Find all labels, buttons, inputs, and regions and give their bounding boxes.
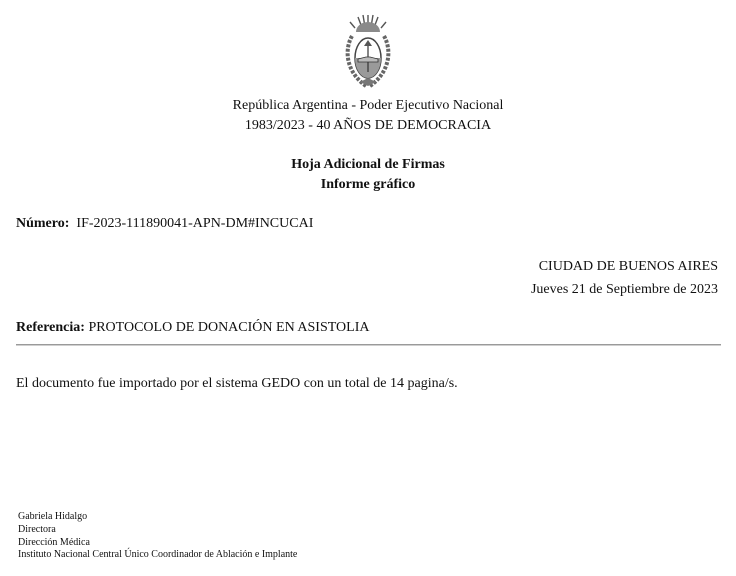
referencia-value: PROTOCOLO DE DONACIÓN EN ASISTOLIA [88,320,370,335]
divider [16,344,721,346]
body-text: El documento fue importado por el sistema GEDO con un total de 14 pagina/s. [16,376,458,391]
header-line-1: República Argentina - Poder Ejecutivo Nacional [232,98,504,113]
numero-value: IF-2023-111890041-APN-DM#INCUCAI [76,216,314,231]
header-line-2: 1983/2023 - 40 AÑOS DE DEMOCRACIA [244,118,492,133]
signer-department: Dirección Médica [18,537,90,548]
location-date: Jueves 21 de Septiembre de 2023 [530,282,718,297]
signer-role: Directora [18,524,56,535]
numero-label: Número: [16,216,70,231]
signer-name: Gabriela Hidalgo [18,511,88,522]
numero-row [16,215,313,233]
location-city: CIUDAD DE BUENOS AIRES [538,259,718,274]
document-subtitle: Informe gráfico [320,177,416,192]
document-title: Hoja Adicional de Firmas [291,157,445,172]
referencia-label: Referencia: [16,320,85,335]
referencia-row [16,319,369,337]
coat-of-arms-icon [338,12,398,92]
signer-institution: Instituto Nacional Central Único Coordinador de Ablación e Implante [18,549,298,560]
